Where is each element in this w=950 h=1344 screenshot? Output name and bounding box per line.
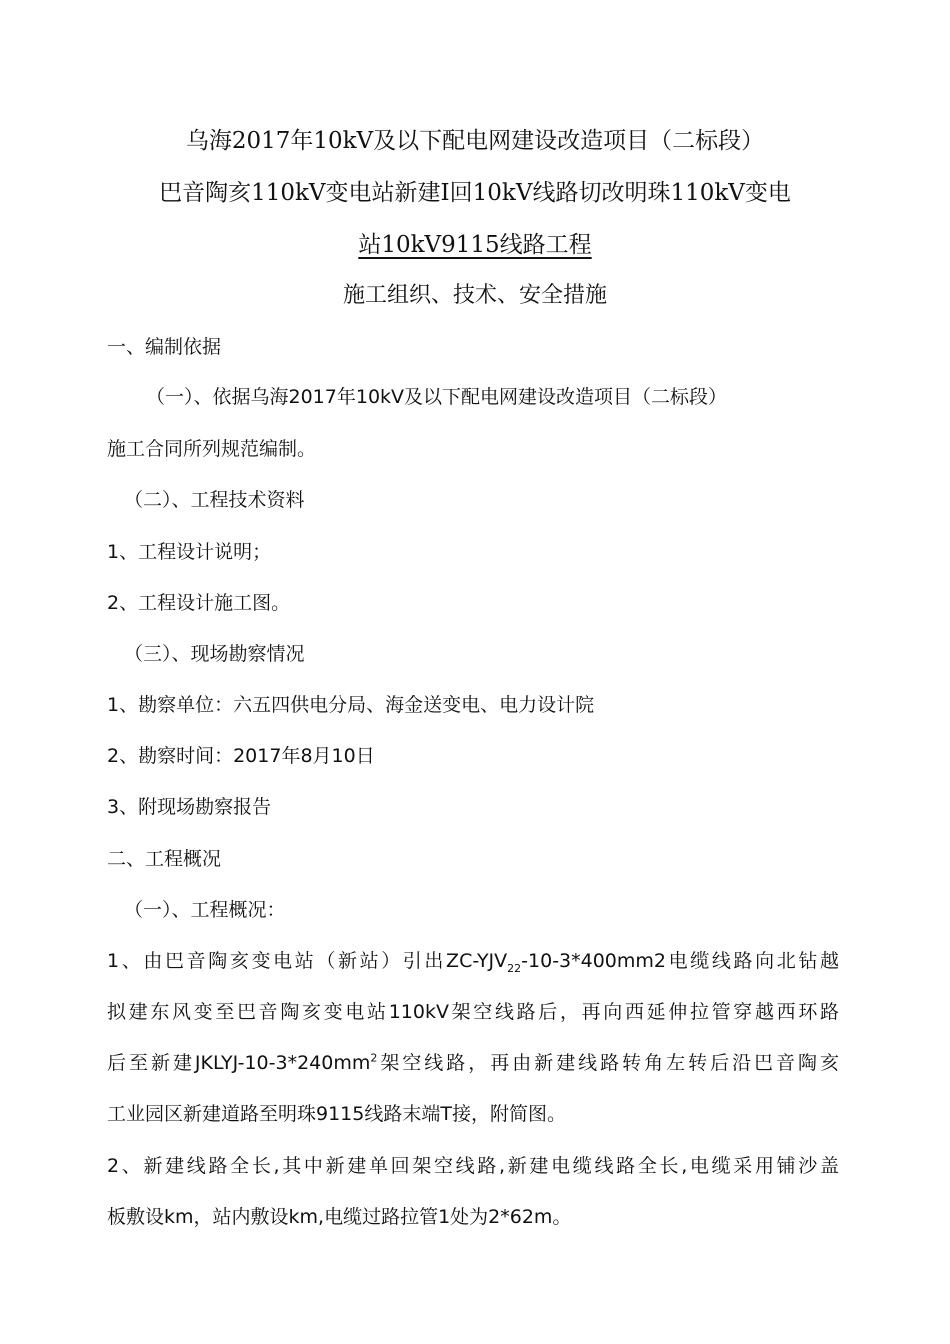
overview-p1-line-2: 拟建东风变至巴音陶亥变电站110kV架空线路后，再向西延伸拉管穿越西环路 — [107, 1001, 839, 1023]
document-subtitle: 施工组织、技术、安全措施 — [342, 283, 607, 308]
basis-item-2-point-2: 2、工程设计施工图。 — [107, 592, 291, 614]
basis-item-3-heading: （三）、现场勘察情况 — [124, 643, 305, 665]
overview-p1-line-3: 后至新建JKLYJ-$10-3*240mm^2$架空线路，再由新建线路转角左转后沿巴音陶亥 — [107, 1051, 839, 1074]
title-line-2: 巴音陶亥110kV变电站新建I回10kV线路切改明珠110kV变电 — [159, 180, 791, 206]
section-heading-basis: 一、编制依据 — [107, 336, 222, 358]
title-line-1: 乌海2017年10kV及以下配电网建设改造项目（二标段） — [185, 128, 765, 154]
title-line-3: 站10kV9115线路工程 — [358, 232, 592, 258]
basis-item-1-line-2: 施工合同所列规范编制。 — [107, 438, 317, 460]
overview-p1-line-4: 工业园区新建道路至明珠9115线路末端T接，附简图。 — [107, 1103, 566, 1125]
basis-item-1-line-1: （一）、依据乌海2017年10kV及以下配电网建设改造项目（二标段） — [146, 386, 728, 408]
basis-item-3-point-2: 2、勘察时间：2017年8月10日 — [107, 745, 375, 767]
basis-item-2-point-1: 1、工程设计说明； — [107, 541, 272, 563]
section-heading-overview: 二、工程概况 — [107, 848, 222, 870]
basis-item-3-point-3: 3、附现场勘察报告 — [107, 796, 272, 818]
basis-item-3-point-1: 1、勘察单位：六五四供电分局、海金送变电、电力设计院 — [107, 694, 595, 716]
overview-sub-heading: （一）、工程概况： — [124, 899, 286, 921]
overview-p2-line-2: 板敷设km，站内敷设km,电缆过路拉管1处为2*62m。 — [107, 1206, 572, 1228]
overview-p1-line-1: 1、由巴音陶亥变电站（新站）引出$ZC-YJV_{22}-10-3*400mm2$电缆线路向北钻越 — [107, 950, 839, 975]
overview-p2-line-1: 2、新建线路全长,其中新建单回架空线路,新建电缆线路全长,电缆采用铺沙盖 — [107, 1155, 839, 1177]
basis-item-2-heading: （二）、工程技术资料 — [124, 489, 305, 511]
